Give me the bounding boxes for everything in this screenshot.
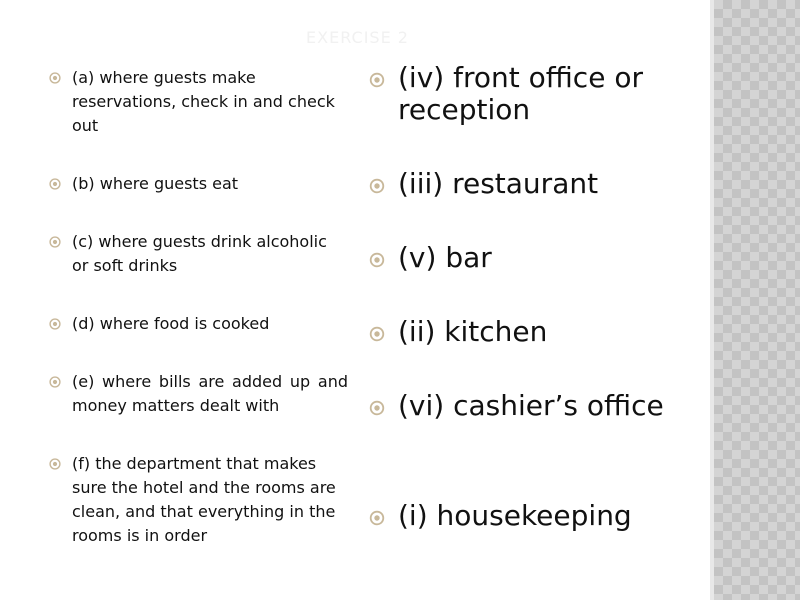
answers-list: [368, 62, 698, 574]
list-item: [48, 172, 348, 196]
definition-text: (d) where food is cooked: [72, 314, 270, 333]
answer-text: (iv) front office or reception: [398, 61, 643, 126]
circle-bullet-icon: [48, 71, 62, 85]
circle-bullet-icon: [368, 177, 386, 195]
definition-text: (e) where bills are added up and money matters dealt with: [72, 372, 348, 415]
circle-bullet-icon: [48, 177, 62, 191]
list-item: [368, 390, 698, 422]
list-item: [368, 500, 698, 532]
answer-text: (vi) cashier’s office: [398, 389, 664, 422]
circle-bullet-icon: [48, 375, 62, 389]
answer-text: (iii) restaurant: [398, 167, 599, 200]
list-item: [48, 312, 348, 336]
answer-text: (i) housekeeping: [398, 499, 632, 532]
list-item: [48, 230, 348, 278]
definition-text: (b) where guests eat: [72, 174, 239, 193]
circle-bullet-icon: [368, 399, 386, 417]
list-item: [368, 316, 698, 348]
answer-text: (ii) kitchen: [398, 315, 548, 348]
list-item: [48, 370, 348, 418]
circle-bullet-icon: [368, 251, 386, 269]
list-item: [48, 452, 348, 548]
circle-bullet-icon: [368, 325, 386, 343]
list-item: [368, 242, 698, 274]
definition-text: (f) the department that makes sure the hotel and the rooms are clean, and that everything in the rooms is in order: [72, 454, 336, 545]
circle-bullet-icon: [48, 235, 62, 249]
circle-bullet-icon: [368, 509, 386, 527]
definition-text: (a) where guests make reservations, check in and check out: [72, 68, 335, 135]
circle-bullet-icon: [48, 457, 62, 471]
definitions-list: [48, 66, 348, 582]
list-item: [368, 168, 698, 200]
answer-text: (v) bar: [398, 241, 492, 274]
definition-text: (c) where guests drink alcoholic or soft drinks: [72, 232, 327, 275]
list-item: [48, 66, 348, 138]
decorative-side-strip: [714, 0, 800, 600]
list-item: [368, 62, 698, 126]
slide-title: EXERCISE 2: [306, 28, 409, 47]
circle-bullet-icon: [48, 317, 62, 331]
circle-bullet-icon: [368, 71, 386, 89]
